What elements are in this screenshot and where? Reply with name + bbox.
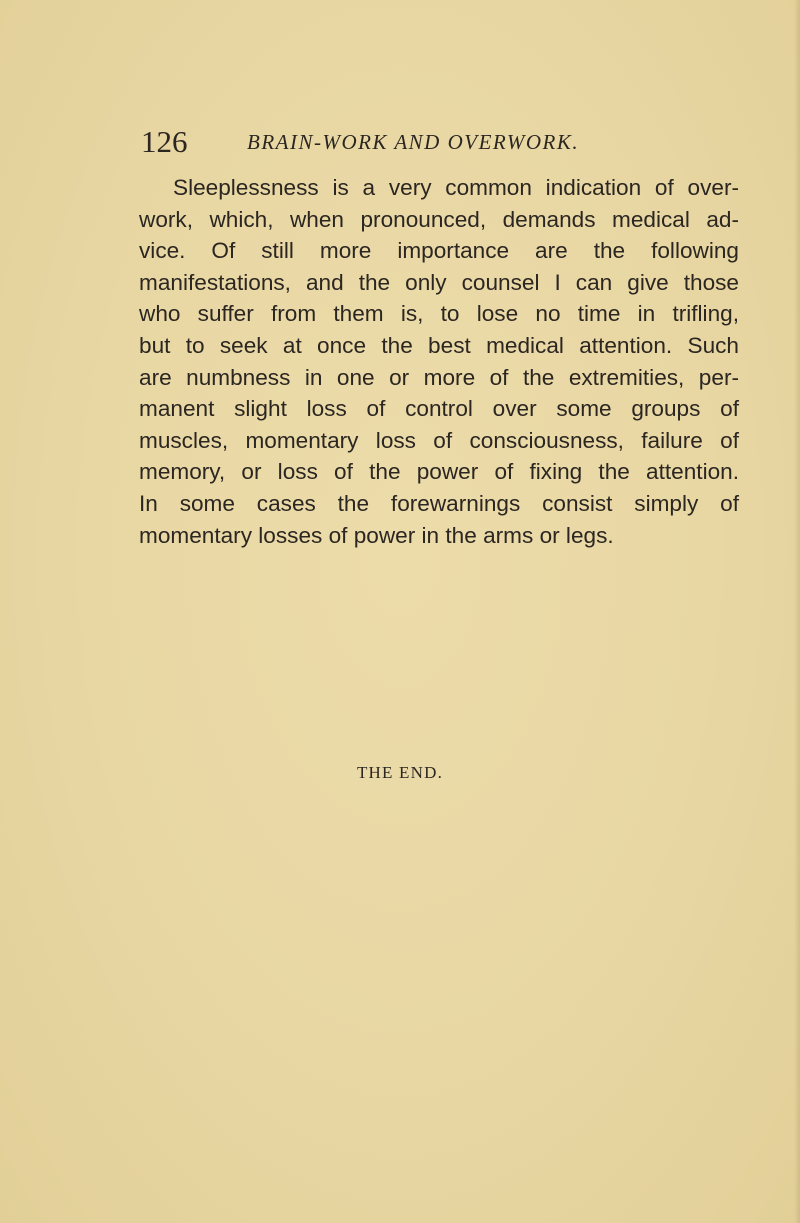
text-line: momentary losses of power in the arms or legs. [139,522,614,548]
the-end-heading: THE END. [356,763,444,782]
page-edge-shadow [794,0,800,1223]
text-line: who suffer from them is, to lose no time in trifling, [139,301,739,327]
body-paragraph [139,172,739,551]
page-number: 126 [141,124,188,159]
text-line: work, which, when pronounced, demands medical ad- [139,206,739,232]
text-line: manifestations, and the only counsel I can give those [139,269,739,295]
text-line: manent slight loss of control over some groups of [139,396,739,422]
text-line: In some cases the forewarnings consist simply of [139,490,739,516]
text-line: muscles, momentary loss of consciousness, failure of [139,427,739,453]
text-line: vice. Of still more importance are the following [139,238,739,264]
text-line: but to seek at once the best medical attention. Such [139,332,739,358]
text-line: are numbness in one or more of the extremities, per- [139,364,739,390]
text-line: Sleeplessness is a very common indication of over- [173,175,739,200]
running-head [141,124,741,164]
text-line: memory, or loss of the power of fixing the attention. [139,459,739,485]
running-title: BRAIN-WORK AND OVERWORK. [247,130,580,154]
